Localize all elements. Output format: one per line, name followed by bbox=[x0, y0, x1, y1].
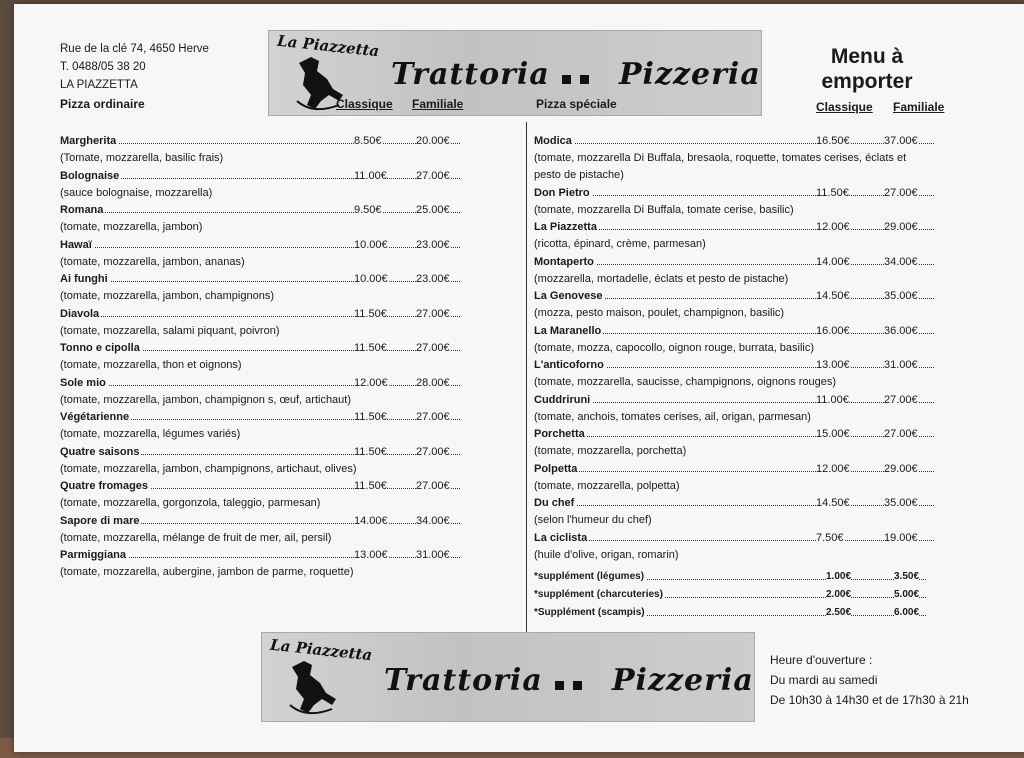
menu-item bbox=[534, 289, 934, 322]
price-familiale: 6.00€ bbox=[894, 607, 920, 618]
item-description: (tomate, mozzarella, jambon, ananas) bbox=[60, 255, 245, 268]
item-name: La Maranello bbox=[534, 324, 602, 337]
item-description: (sauce bolognaise, mozzarella) bbox=[60, 186, 213, 199]
item-name: Parmiggiana bbox=[60, 549, 127, 561]
menu-item bbox=[534, 496, 934, 529]
item-name: Don Pietro bbox=[534, 186, 590, 199]
price-familiale: 29.00€ bbox=[884, 221, 918, 233]
phone: T. 0488/05 38 20 bbox=[60, 61, 146, 73]
item-description: (tomate, mozzarella, saucisse, champignons, oignons rouges) bbox=[534, 376, 837, 388]
item-description: (tomate, mozzarella, polpetta) bbox=[534, 479, 680, 492]
menu-item bbox=[534, 186, 934, 219]
menu-sheet bbox=[14, 4, 1024, 752]
item-description: (tomate, mozzarella, jambon, champignons, artichaut, olives) bbox=[60, 462, 357, 475]
address-block bbox=[60, 40, 209, 94]
price-familiale: 31.00€ bbox=[416, 549, 450, 561]
dot-leader bbox=[534, 143, 934, 144]
price-classique: 14.50€ bbox=[816, 290, 850, 302]
pizza-ordinaire-heading: Pizza ordinaire bbox=[60, 97, 145, 111]
item-description: (tomate, mozzarella, jambon, champignon s, œuf, artichaut) bbox=[60, 393, 352, 406]
item-description: (selon l'humeur du chef) bbox=[534, 514, 652, 526]
item-description: (tomate, mozzarella, gorgonzola, taleggio, parmesan) bbox=[60, 497, 321, 509]
item-name: L'anticoforno bbox=[534, 359, 604, 371]
menu-item bbox=[60, 548, 460, 581]
dot-leader bbox=[534, 471, 934, 472]
dot-leader bbox=[60, 143, 460, 144]
banner-separator-icon bbox=[573, 681, 582, 690]
price-familiale: 27.00€ bbox=[416, 342, 450, 354]
menu-item bbox=[60, 376, 460, 409]
supplement-name: *supplément (légumes) bbox=[534, 571, 645, 582]
menu-item bbox=[60, 203, 460, 236]
col-familiale-left: Familiale bbox=[412, 97, 464, 111]
address: Rue de la clé 74, 4650 Herve bbox=[60, 43, 209, 55]
menu-item bbox=[534, 324, 934, 357]
dot-leader bbox=[60, 316, 460, 317]
banner-trattoria: Trattoria bbox=[391, 57, 550, 92]
item-description: (tomate, mozzarella, jambon, champignons) bbox=[60, 290, 274, 302]
price-familiale: 27.00€ bbox=[884, 393, 918, 406]
dot-leader bbox=[534, 540, 934, 541]
hours-times: De 10h30 à 14h30 et de 17h30 à 21h bbox=[770, 693, 969, 707]
price-familiale: 3.50€ bbox=[894, 571, 920, 582]
price-familiale: 27.00€ bbox=[416, 169, 450, 182]
item-description: (tomate, anchois, tomates cerises, ail, origan, parmesan) bbox=[534, 410, 811, 423]
price-familiale: 29.00€ bbox=[884, 462, 918, 475]
price-classique: 2.00€ bbox=[826, 589, 852, 600]
item-description: (tomate, mozzarella, thon et oignons) bbox=[60, 359, 242, 371]
menu-item bbox=[60, 410, 460, 443]
menu-item bbox=[60, 445, 460, 478]
supplement-item bbox=[534, 570, 926, 584]
item-description: (huile d'olive, origan, romarin) bbox=[534, 548, 679, 561]
price-familiale: 27.00€ bbox=[884, 186, 918, 199]
price-classique: 13.00€ bbox=[816, 359, 850, 371]
item-description: (tomate, mozzarella, salami piquant, poivron) bbox=[60, 324, 280, 337]
item-name: Romana bbox=[60, 204, 104, 216]
price-classique: 2.50€ bbox=[826, 607, 852, 618]
item-name: Ai funghi bbox=[60, 273, 108, 285]
price-familiale: 28.00€ bbox=[416, 376, 450, 389]
price-classique: 1.00€ bbox=[826, 571, 852, 582]
menu-item bbox=[534, 427, 934, 460]
item-name: Du chef bbox=[534, 497, 575, 509]
item-description: (tomate, mozzarella Di Buffala, tomate cerise, basilic) bbox=[534, 203, 794, 216]
pizza-speciale-heading: Pizza spéciale bbox=[536, 97, 617, 111]
bottom-banner bbox=[261, 632, 755, 722]
item-name: Diavola bbox=[60, 307, 100, 320]
dot-leader bbox=[60, 281, 460, 282]
price-classique: 11.50€ bbox=[354, 480, 387, 492]
item-name: Polpetta bbox=[534, 462, 578, 475]
banner-trattoria: Trattoria bbox=[384, 663, 543, 698]
item-name: Sapore di mare bbox=[60, 514, 140, 527]
menu-item bbox=[60, 307, 460, 340]
price-classique: 11.50€ bbox=[354, 445, 387, 458]
price-familiale: 27.00€ bbox=[416, 307, 450, 320]
price-familiale: 35.00€ bbox=[884, 290, 918, 302]
column-divider bbox=[526, 122, 527, 634]
banner-separator-icon bbox=[555, 681, 564, 690]
price-classique: 12.00€ bbox=[354, 376, 388, 389]
menu-item bbox=[534, 393, 934, 426]
menu-item bbox=[534, 462, 934, 495]
price-familiale: 19.00€ bbox=[884, 531, 918, 544]
col-familiale-right: Familiale bbox=[893, 100, 945, 114]
item-description: (mozza, pesto maison, poulet, champignon, basilic) bbox=[534, 307, 785, 319]
item-name: Montaperto bbox=[534, 255, 594, 268]
supplement-item bbox=[534, 588, 926, 602]
banner-logo-script: La Piazzetta bbox=[276, 31, 381, 61]
price-familiale: 37.00€ bbox=[884, 135, 918, 147]
item-description: (tomate, mozzarella, aubergine, jambon de parme, roquette) bbox=[60, 566, 354, 578]
menu-item bbox=[60, 134, 460, 167]
col-classique-right: Classique bbox=[816, 100, 873, 114]
item-description: (tomate, mozzarella, mélange de fruit de mer, ail, persil) bbox=[60, 531, 332, 544]
item-description: (tomate, mozzarella Di Buffala, bresaola, roquette, tomates cerises, éclats et bbox=[534, 152, 907, 164]
restaurant-name: LA PIAZZETTA bbox=[60, 79, 138, 91]
banner-pizzeria: Pizzeria bbox=[612, 663, 754, 698]
item-name: Hawaï bbox=[60, 238, 92, 251]
price-classique: 11.50€ bbox=[354, 307, 387, 320]
price-classique: 11.50€ bbox=[354, 411, 387, 423]
dot-leader bbox=[60, 247, 460, 248]
price-familiale: 5.00€ bbox=[894, 589, 920, 600]
item-description: (Tomate, mozzarella, basilic frais) bbox=[60, 152, 224, 164]
menu-item bbox=[534, 220, 934, 253]
price-familiale: 23.00€ bbox=[416, 273, 450, 285]
item-name: La ciclista bbox=[534, 531, 588, 544]
price-classique: 14.00€ bbox=[354, 514, 388, 527]
price-classique: 13.00€ bbox=[354, 549, 388, 561]
item-description: (ricotta, épinard, crème, parmesan) bbox=[534, 238, 706, 250]
hours-days: Du mardi au samedi bbox=[770, 673, 878, 687]
price-classique: 12.00€ bbox=[816, 462, 850, 475]
price-classique: 16.50€ bbox=[816, 135, 850, 147]
price-classique: 15.00€ bbox=[816, 428, 850, 440]
dot-leader bbox=[60, 212, 460, 213]
item-description: (mozzarella, mortadelle, éclats et pesto de pistache) bbox=[534, 272, 789, 285]
dot-leader bbox=[60, 385, 460, 386]
item-name: La Genovese bbox=[534, 290, 603, 302]
supplement-name: *supplément (charcuteries) bbox=[534, 589, 663, 600]
price-classique: 11.00€ bbox=[354, 169, 387, 182]
price-classique: 14.00€ bbox=[816, 255, 850, 268]
price-classique: 9.50€ bbox=[354, 204, 382, 216]
price-classique: 11.50€ bbox=[816, 186, 849, 199]
opening-hours bbox=[770, 650, 969, 710]
item-name: Tonno e cipolla bbox=[60, 342, 140, 354]
price-familiale: 27.00€ bbox=[416, 480, 450, 492]
item-description: pesto de pistache) bbox=[534, 169, 624, 181]
price-familiale: 27.00€ bbox=[884, 428, 918, 440]
item-name: Bolognaise bbox=[60, 169, 120, 182]
item-name: Margherita bbox=[60, 135, 117, 147]
dot-leader bbox=[534, 402, 934, 403]
price-classique: 11.00€ bbox=[816, 393, 849, 406]
menu-item bbox=[534, 255, 934, 288]
price-familiale: 31.00€ bbox=[884, 359, 918, 371]
item-description: (tomate, mozza, capocollo, oignon rouge, burrata, basilic) bbox=[534, 341, 815, 354]
price-classique: 7.50€ bbox=[816, 531, 844, 544]
banner-logo-script: La Piazzetta bbox=[269, 635, 374, 665]
supplement-name: *Supplément (scampis) bbox=[534, 607, 645, 618]
menu-item bbox=[534, 531, 934, 564]
col-classique-left: Classique bbox=[336, 97, 393, 111]
item-name: Modica bbox=[534, 135, 572, 147]
menu-item bbox=[534, 358, 934, 391]
menu-item bbox=[60, 479, 460, 512]
item-name: Quatre saisons bbox=[60, 445, 140, 458]
hours-title: Heure d'ouverture : bbox=[770, 653, 873, 667]
banner-pizzeria: Pizzeria bbox=[619, 57, 761, 92]
dot-leader bbox=[534, 436, 934, 437]
item-name: Quatre fromages bbox=[60, 480, 149, 492]
supplement-item bbox=[534, 606, 926, 620]
dot-leader bbox=[534, 195, 934, 196]
menu-item bbox=[60, 169, 460, 202]
menu-title: Menu à emporter bbox=[821, 45, 913, 93]
price-classique: 14.50€ bbox=[816, 497, 850, 509]
price-familiale: 27.00€ bbox=[416, 445, 450, 458]
price-classique: 11.50€ bbox=[354, 342, 387, 354]
price-classique: 10.00€ bbox=[354, 238, 388, 251]
price-classique: 16.00€ bbox=[816, 324, 850, 337]
banner-separator-icon bbox=[580, 75, 589, 84]
item-description: (tomate, mozzarella, jambon) bbox=[60, 221, 203, 233]
dot-leader bbox=[534, 505, 934, 506]
price-familiale: 36.00€ bbox=[884, 324, 918, 337]
item-description: (tomate, mozzarella, légumes variés) bbox=[60, 428, 241, 440]
menu-item bbox=[60, 238, 460, 271]
price-classique: 10.00€ bbox=[354, 273, 388, 285]
item-name: Cuddriruni bbox=[534, 393, 591, 406]
menu-item bbox=[60, 272, 460, 305]
price-familiale: 34.00€ bbox=[884, 255, 918, 268]
item-name: Sole mio bbox=[60, 376, 106, 389]
price-familiale: 23.00€ bbox=[416, 238, 450, 251]
banner-separator-icon bbox=[562, 75, 571, 84]
price-familiale: 20.00€ bbox=[416, 135, 450, 147]
price-familiale: 25.00€ bbox=[416, 204, 450, 216]
price-familiale: 35.00€ bbox=[884, 497, 918, 509]
item-name: La Piazzetta bbox=[534, 221, 597, 233]
price-classique: 8.50€ bbox=[354, 135, 382, 147]
menu-item bbox=[534, 134, 934, 184]
menu-item bbox=[60, 514, 460, 547]
price-familiale: 34.00€ bbox=[416, 514, 450, 527]
item-name: Végétarienne bbox=[60, 411, 130, 423]
item-description: (tomate, mozzarella, porchetta) bbox=[534, 445, 687, 457]
price-familiale: 27.00€ bbox=[416, 411, 450, 423]
price-classique: 12.00€ bbox=[816, 221, 850, 233]
menu-item bbox=[60, 341, 460, 374]
item-name: Porchetta bbox=[534, 428, 585, 440]
italy-map-icon bbox=[286, 659, 346, 717]
